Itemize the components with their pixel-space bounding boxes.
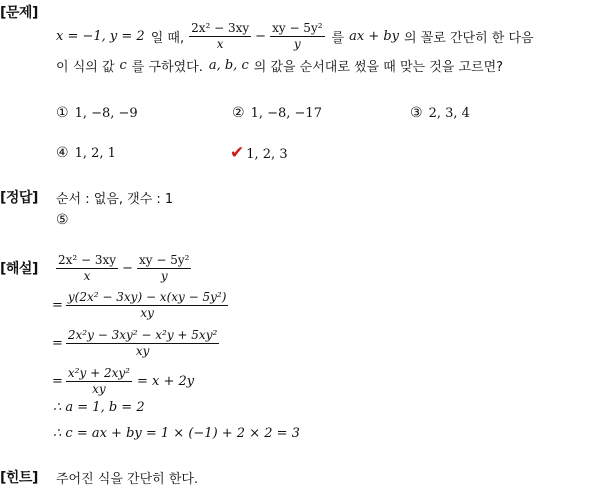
problem-line-1: [56, 18, 534, 54]
problem-minus: −: [255, 28, 267, 44]
explanation-label: [해설]: [0, 261, 38, 277]
equals-sign: =: [52, 335, 63, 351]
explanation-fraction-2: $\frac{\text{xy − 5y²}}{y}$: [138, 252, 190, 283]
choice-text: 1, 2, 3: [246, 147, 288, 162]
problem-fraction-2: $\frac{\text{xy − 5y²}}{y}$: [272, 20, 323, 51]
explanation-line-5: ∴ a = 1, b = 2: [53, 400, 145, 415]
problem-label: [문제]: [0, 5, 38, 21]
choice-1[interactable]: [56, 105, 138, 121]
choice-text: 1, −8, −9: [74, 106, 138, 121]
explanation-line-1: [56, 248, 191, 288]
equals-sign: =: [52, 297, 63, 313]
problem-text-a: 이 식의 값: [56, 60, 115, 75]
choice-3[interactable]: [410, 105, 470, 121]
problem-vars: a, b, c: [208, 58, 249, 73]
explanation-minus: −: [122, 260, 133, 276]
choice-number: ①: [56, 105, 69, 121]
problem-text-tail: 의 꼴로 간단히 한 다음: [404, 30, 534, 46]
equals-sign: =: [52, 373, 63, 389]
problem-text-mid: 를: [331, 30, 345, 46]
hint-label: [힌트]: [0, 470, 38, 486]
explanation-line-4: [52, 362, 194, 400]
choice-5[interactable]: [230, 143, 288, 163]
explanation-line-2: [52, 287, 228, 323]
choice-text: 1, 2, 1: [74, 146, 116, 161]
problem-line-2: [56, 56, 503, 75]
explanation-result: = x + 2y: [136, 373, 195, 389]
choice-number: ③: [410, 105, 423, 121]
problem-condition-suffix: 일 때,: [150, 30, 185, 46]
hint-text: 주어진 식을 간단히 한다.: [56, 472, 199, 487]
problem-text-c: 의 값을 순서대로 썼을 때 맞는 것을 고르면?: [253, 60, 504, 75]
problem-fraction-1: $\frac{\text{2x² − 3xy}}{x}$: [191, 20, 250, 51]
explanation-fraction-4: $\frac{\text{2x²y − 3xy² − x²y + 5xy²}}{xy}$: [67, 327, 218, 358]
check-icon: ✔: [230, 143, 245, 163]
choice-text: 1, −8, −17: [250, 106, 322, 121]
answer-line-1: 순서 : 없음, 갯수 : 1: [56, 192, 174, 207]
answer-label: [정답]: [0, 190, 38, 206]
choice-2[interactable]: [232, 105, 322, 121]
problem-text-b: 를 구하였다.: [131, 60, 203, 75]
explanation-fraction-5: $\frac{\text{x²y + 2xy²}}{xy}$: [67, 365, 130, 396]
answer-line-2: ⑤: [56, 212, 69, 228]
choice-4[interactable]: [56, 145, 116, 161]
problem-condition: x = −1, y = 2: [56, 28, 145, 44]
problem-form: ax + by: [349, 28, 400, 44]
explanation-fraction-1: $\frac{\text{2x² − 3xy}}{x}$: [58, 252, 117, 283]
explanation-fraction-3: $\frac{\text{y(2x² − 3xy) − x(xy − 5y²)}}{xy}$: [67, 289, 227, 320]
problem-c-var: c: [119, 58, 127, 73]
explanation-line-3: [52, 324, 219, 362]
explanation-line-6: ∴ c = ax + by = 1 × (−1) + 2 × 2 = 3: [53, 426, 300, 441]
choice-number: ②: [232, 105, 245, 121]
choice-number: ④: [56, 145, 69, 161]
choice-text: 2, 3, 4: [428, 106, 470, 121]
